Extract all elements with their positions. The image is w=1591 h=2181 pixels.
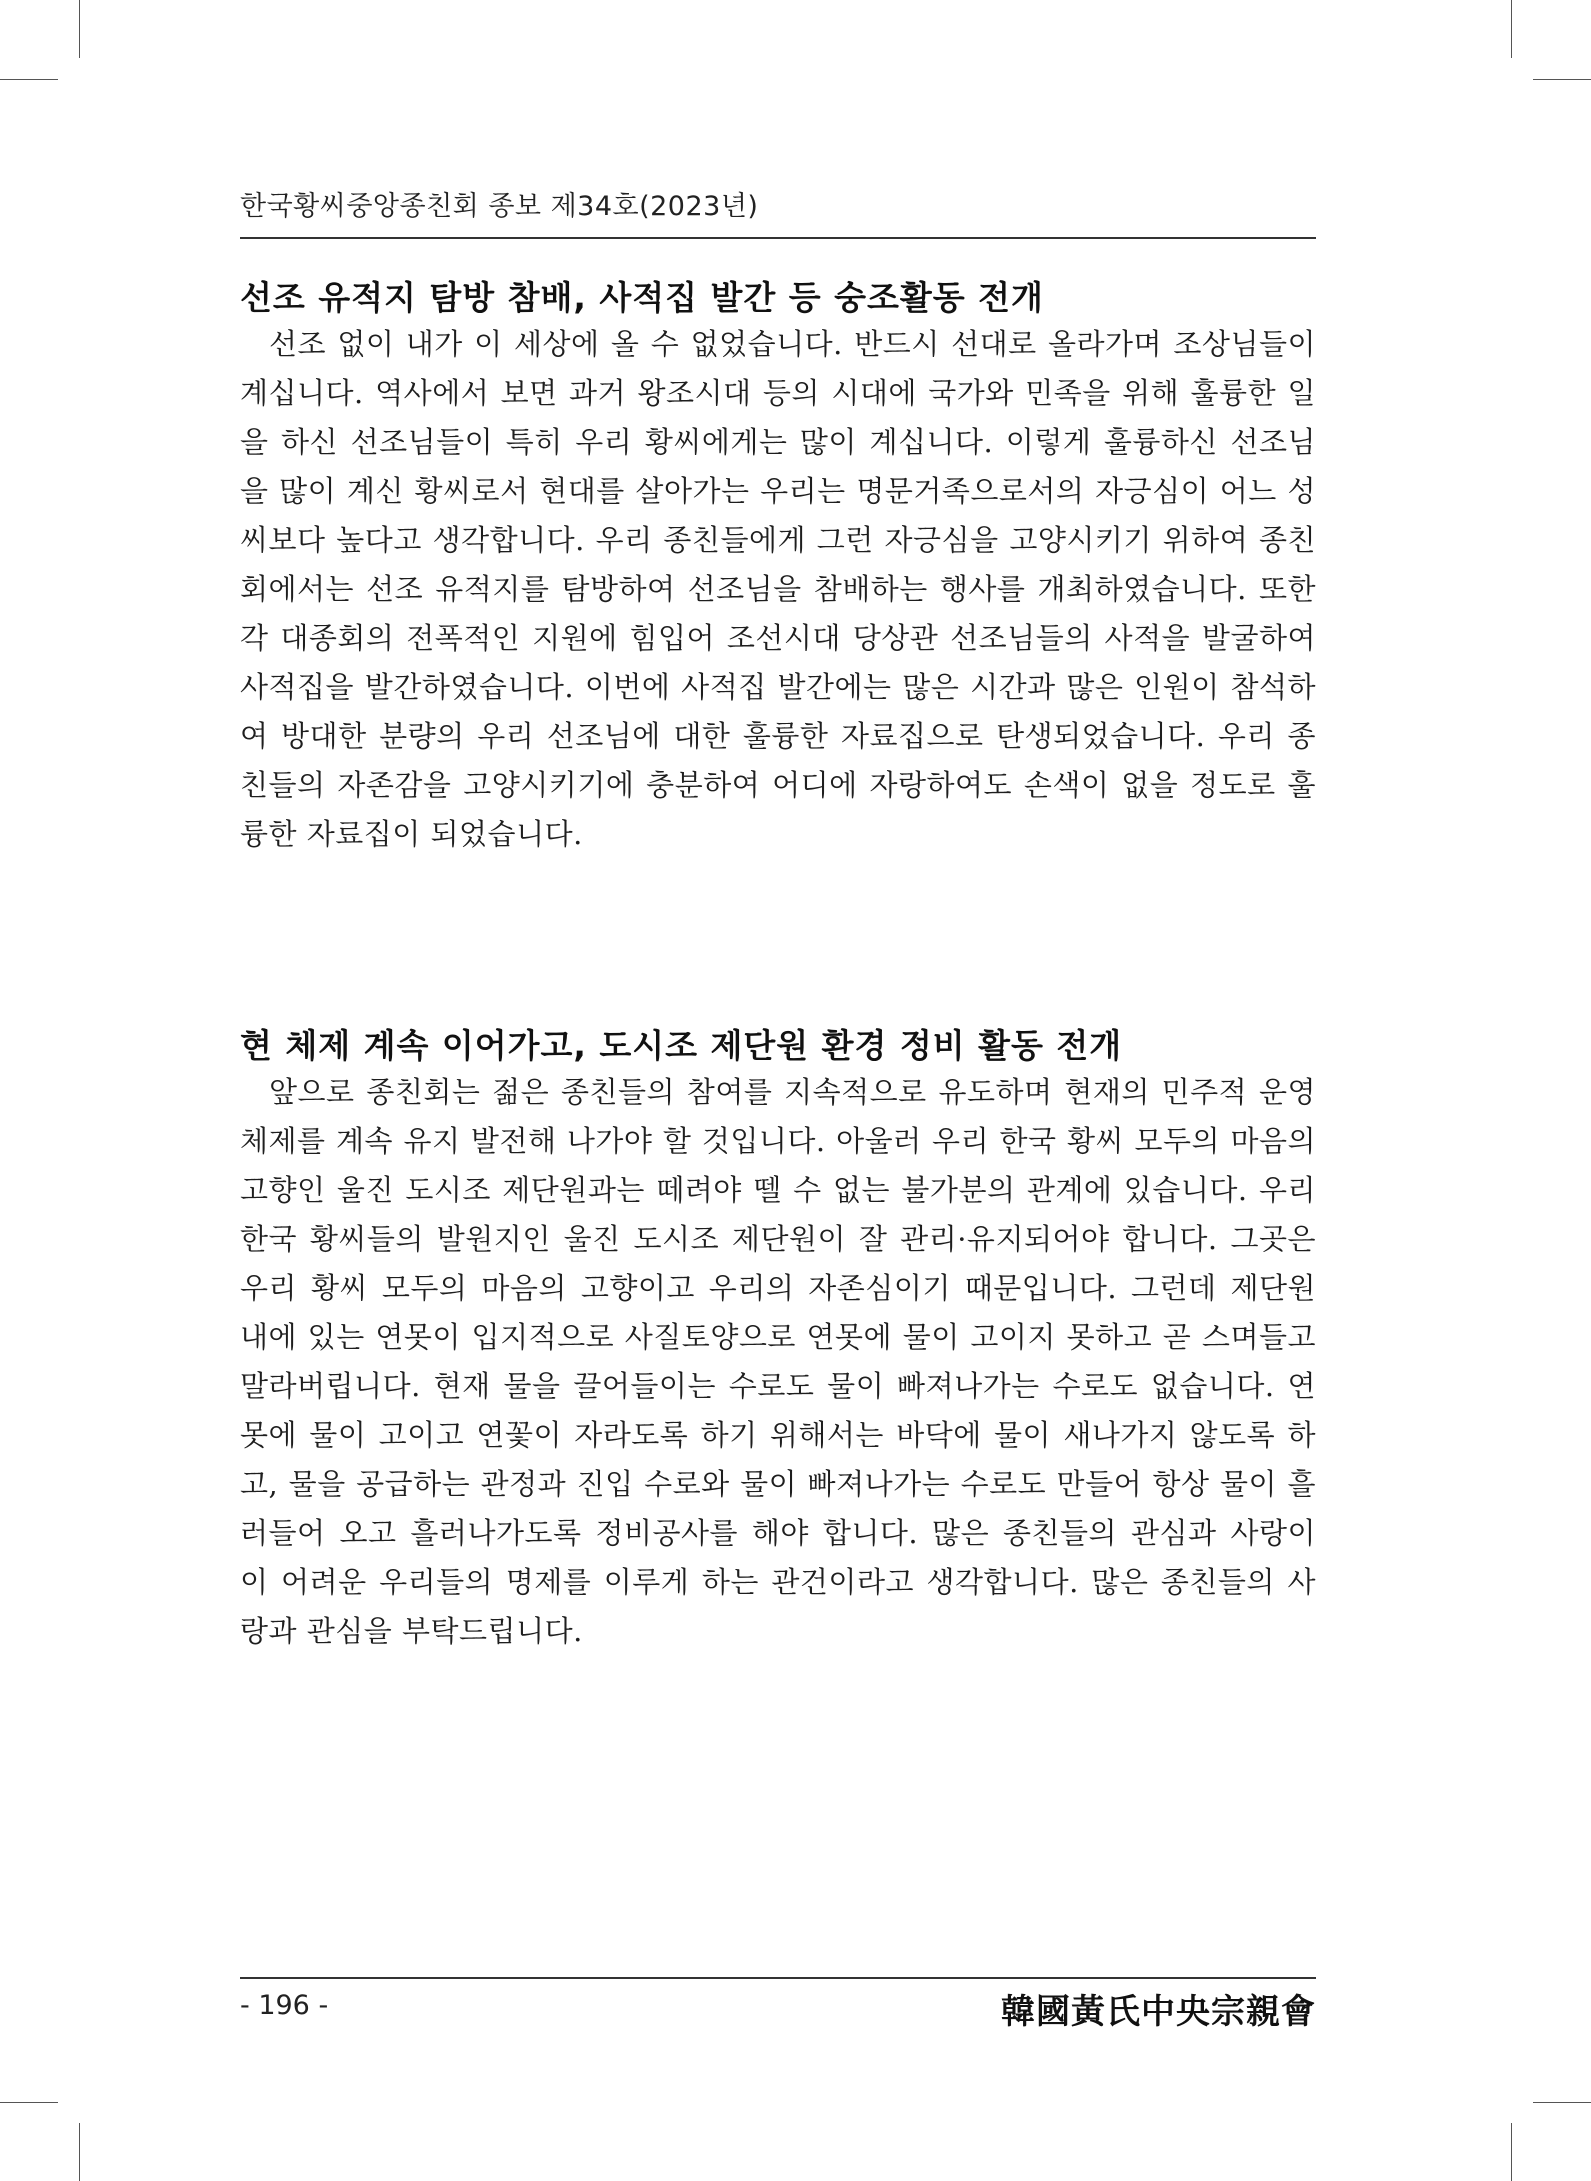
crop-mark [1533,2102,1591,2103]
section-paragraph: 선조 없이 내가 이 세상에 올 수 없었습니다. 반드시 선대로 올라가며 조상님들이 계십니다. 역사에서 보면 과거 왕조시대 등의 시대에 국가와 민족을 위해 훌륭한 일을 하신 선조님들이 특히 우리 황씨에게는 많이 계십니다. 이렇게 훌륭하신 선조님을 많이 계신 황씨로서 현대를 살아가는 우리는 명문거족으로서의 자긍심이 어느 성씨보다 높다고 생각합니다. 우리 종친들에게 그런 자긍심을 고양시키기 위하여 종친회에서는 선조 유적지를 탐방하여 선조님을 참배하는 행사를 개최하였습니다. 또한 각 대종회의 전폭적인 지원에 힘입어 조선시대 당상관 선조님들의 사적을 발굴하여 사적집을 발간하였습니다. 이번에 사적집 발간에는 많은 시간과 많은 인원이 참석하여 방대한 분량의 우리 선조님에 대한 훌륭한 자료집으로 탄생되었습니다. 우리 종친들의 자존감을 고양시키기에 충분하여 어디에 자랑하여도 손색이 없을 정도로 훌륭한 자료집이 되었습니다. [240,327,1316,851]
section-title: 선조 유적지 탐방 참배, 사적집 발간 등 숭조활동 전개 [240,278,1044,317]
crop-mark [0,79,58,80]
crop-mark [1511,0,1512,58]
publisher-logo: 韓國黃氏中央宗親會 [1001,1992,1316,2032]
running-header: 한국황씨중앙종친회 종보 제34호(2023년) [240,191,759,222]
header-rule [240,237,1316,239]
crop-mark [1511,2123,1512,2181]
page-number: - 196 - [240,1990,329,2021]
crop-mark [79,0,80,58]
section-title: 현 체제 계속 이어가고, 도시조 제단원 환경 정비 활동 전개 [240,1026,1123,1065]
footer-rule [240,1977,1316,1979]
crop-mark [1533,79,1591,80]
section-paragraph: 앞으로 종친회는 젊은 종친들의 참여를 지속적으로 유도하며 현재의 민주적 운영체제를 계속 유지 발전해 나가야 할 것입니다. 아울러 우리 한국 황씨 모두의 마음의 고향인 울진 도시조 제단원과는 떼려야 뗄 수 없는 불가분의 관계에 있습니다. 우리 한국 황씨들의 발원지인 울진 도시조 제단원이 잘 관리·유지되어야 합니다. 그곳은 우리 황씨 모두의 마음의 고향이고 우리의 자존심이기 때문입니다. 그런데 제단원 내에 있는 연못이 입지적으로 사질토양으로 연못에 물이 고이지 못하고 곧 스며들고 말라버립니다. 현재 물을 끌어들이는 수로도 물이 빠져나가는 수로도 없습니다. 연못에 물이 고이고 연꽃이 자라도록 하기 위해서는 바닥에 물이 새나가지 않도록 하고, 물을 공급하는 관정과 진입 수로와 물이 빠져나가는 수로도 만들어 항상 물이 흘러들어 오고 흘러나가도록 정비공사를 해야 합니다. 많은 종친들의 관심과 사랑이 이 어려운 우리들의 명제를 이루게 하는 관건이라고 생각합니다. 많은 종친들의 사랑과 관심을 부탁드립니다. [240,1075,1316,1648]
crop-mark [79,2123,80,2181]
crop-mark [0,2102,58,2103]
